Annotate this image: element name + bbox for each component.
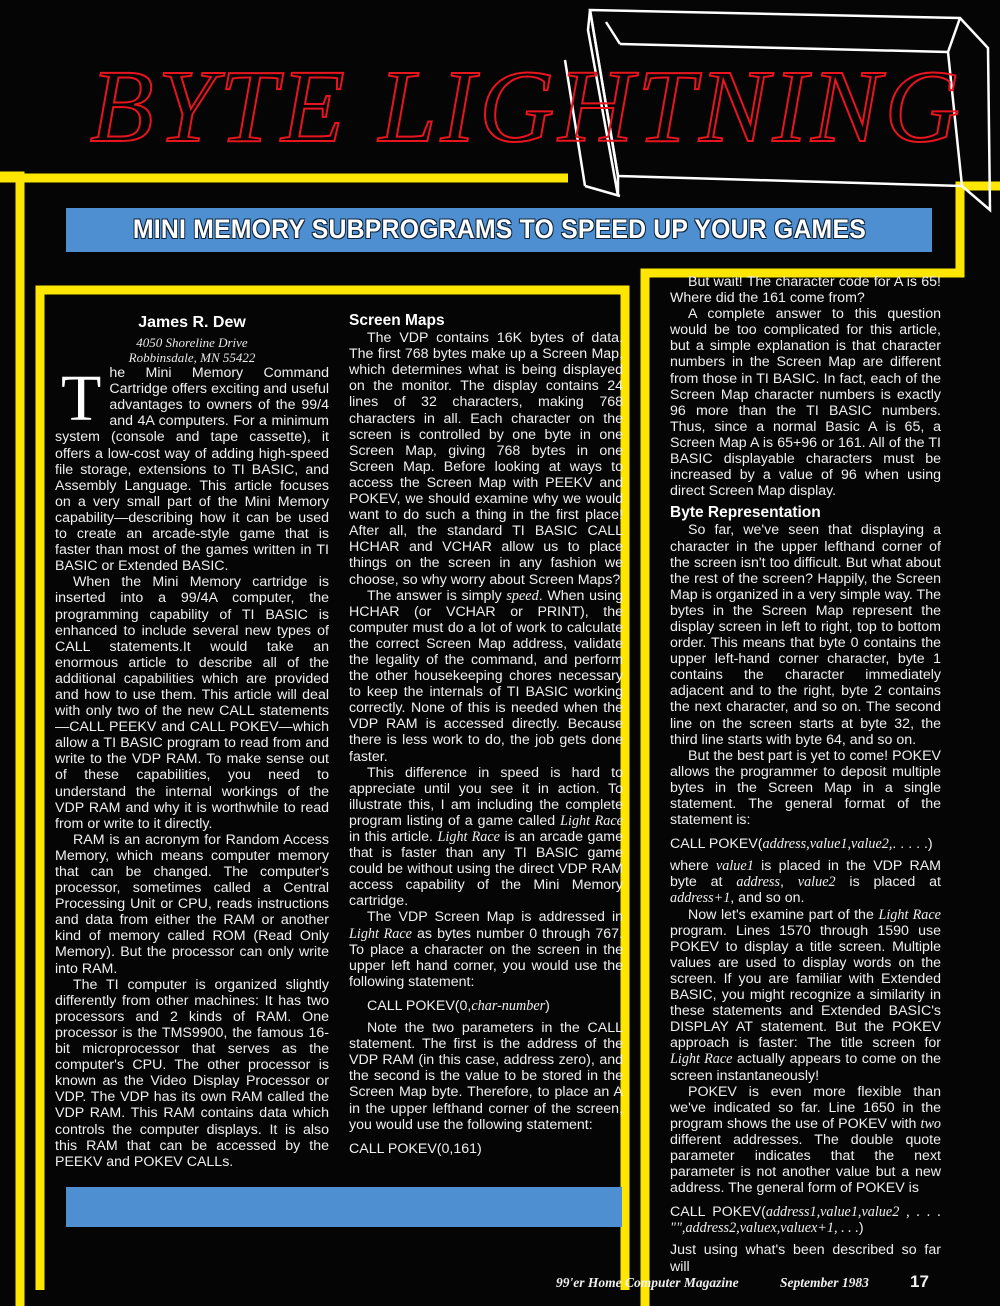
article-paragraph: But the best part is yet to come! POKEV allows the programmer to deposit multiple bytes in the Screen Map in a single statement. The general format of the statement is:: [670, 747, 941, 829]
subtitle-text: MINI MEMORY SUBPROGRAMS TO SPEED UP YOUR GAMES: [132, 214, 866, 244]
article-paragraph: This difference in speed is hard to appreciate until you see it in action. To illustrate this, I am including the complete program listing of a game called Light Race in this article. Light Race is an arcade game that is faster than any TI BASIC game could be without using the direct VDP RAM access capability of the Mini Memory cartridge.: [349, 764, 623, 910]
footer-date: September 1983: [780, 1275, 869, 1290]
code-statement: CALL POKEV(0,char-number): [367, 997, 550, 1014]
article-paragraph: Just using what's been described so far will: [670, 1242, 941, 1275]
article-paragraph: POKEV is even more flexible than we've indicated so far. Line 1650 in the program shows the use of POKEV with two different addresses. The double quote parameter indicates that the next parameter is not another value but a new address. The general form of POKEV is: [670, 1083, 941, 1197]
article-paragraph: But wait! The character code for A is 65! Where did the 161 come from?: [670, 274, 941, 307]
section-heading-byte-representation: Byte Representation: [670, 504, 821, 522]
page-title: BYTE LIGHTNING: [90, 49, 964, 164]
article-paragraph: Now let's examine part of the Light Race program. Lines 1570 through 1590 use POKEV to display a title screen. Multiple values are used to display words on the screen. If you are familiar with Extended BASIC, you might recognize a similarity in these statements and Extended BASIC's DISPLAY AT statement. But the POKEV approach is faster: The title screen for Light Race actually appears to come on the screen instantaneously!: [670, 906, 941, 1084]
section-heading-screen-maps: Screen Maps: [349, 312, 445, 329]
article-paragraph: When the Mini Memory cartridge is inserted into a 99/4A computer, the programming capability of TI BASIC is enhanced to include several new types of CALL statements.It would take an enormous article to describe all of the additional capabilities which are provided and how to use them. This article will deal with only two of the new CALL statements—CALL PEEKV and CALL POKEV—which allow a TI BASIC program to read from and write to the VDP RAM. To make sense out of these capabilities, you need to understand the internal workings of the VDP RAM and why it is worthwhile to read from or write to it directly.: [55, 574, 329, 832]
bottom-blue-bar: [66, 1187, 622, 1227]
article-paragraph: The answer is simply speed. When using HCHAR (or VCHAR or PRINT), the computer must do a lot of work to calculate the correct Screen Map address, validate the legality of the command, and perform the other housekeeping chores necessary to keep the internals of TI BASIC working correctly. None of this is needed when the VDP RAM is accessed directly. Because there is less work to do, the job gets done faster.: [349, 587, 623, 765]
column-3: [670, 274, 941, 1275]
article-paragraph: A complete answer to this question would be too complicated for this article, but a simple explanation is that character numbers in the Screen Map are different from those in TI BASIC. In fact, each of the Screen Map character numbers is exactly 96 more than the TI BASIC numbers. Thus, since a normal Basic A is 65, a Screen Map A is 65+96 or 161. All of the TI BASIC displayable characters must be increased by a value of 96 when using direct Screen Map display.: [670, 306, 941, 500]
column-1: [55, 313, 329, 1170]
code-statement: CALL POKEV(address,value1,value2,. . . . .): [670, 836, 933, 853]
article-paragraph: Note the two parameters in the CALL statement. The first is the address of the VDP RAM (in this case, address zero), and the second is the value to be stored in the Screen Map byte. Therefore, to place an A in the upper lefthand corner of the screen, you would use the following statement:: [349, 1020, 623, 1133]
article-paragraph: The TI computer is organized slightly differently from other machines: It has two processors and 2 kinds of RAM. One processor is the TMS9900, the famous 16-bit microprocessor that serves as the computer's CPU. The other processor is known as the Video Display Processor or VDP. The VDP has its own RAM called the VDP RAM. This RAM contains data which controls the computer displays. It is also this RAM that can be accessed by the PEEKV and POKEV CALLs.: [55, 976, 329, 1170]
page-number: 17: [910, 1272, 929, 1291]
article-paragraph: The Mini Memory Command Cartridge offers exciting and useful advantages to owners of the 99/4 and 4A computers. For a minimum system (console and tape cassette), it offers a low-cost way of adding high-speed file storage, extensions to TI BASIC, and Assembly Language. This article focuses on a very small part of the Mini Memory capability—describing how it can be used to create an arcade-style game that is faster than most of the games written in TI BASIC or Extended BASIC.: [55, 362, 329, 575]
article-paragraph: So far, we've seen that displaying a character in the upper lefthand corner of the screen isn't too difficult. But what about the rest of the screen? Happily, the Screen Map is organized in a very simple way. The bytes in the Screen Map represent the display screen in left to right, top to bottom order. This means that byte 0 contains the upper left-hand corner character, byte 1 contains the character immediately adjacent and to the right, byte 2 contains the next character, and so on. The second line on the screen starts at byte 32, the third line starts with byte 64, and so on.: [670, 522, 941, 748]
author-name: James R. Dew: [138, 314, 246, 331]
code-statement: CALL POKEV(address1,value1,value2 , . . . "",address2,valuex,valuex+1, . . .): [670, 1204, 941, 1237]
column-2: [349, 313, 623, 1163]
article-paragraph: RAM is an acronym for Random Access Memory, which means computer memory that can be changed. The computer's processor, sometimes called a Central Processing Unit or CPU, reads instructions and data from either the RAM or another kind of memory called ROM (Read Only Memory). But the processor can only write into RAM.: [55, 831, 329, 977]
article-paragraph: where value1 is placed in the VDP RAM byte at address, value2 is placed at address+1, and so on.: [670, 858, 941, 907]
footer-magazine: 99'er Home Computer Magazine: [556, 1275, 739, 1290]
yellow-border-left-outer: [0, 176, 20, 1306]
article-paragraph: The VDP contains 16K bytes of data. The first 768 bytes make up a Screen Map, which determines what is being displayed on the monitor. The display contains 24 lines of 32 characters, making 768 characters in all. Each character on the screen is controlled by one byte in one Screen Map, giving 768 bytes in one Screen Map. Before looking at ways to access the Screen Map with PEEKV and POKEV, we should examine why we would want to do such a thing in the first place! After all, the standard TI BASIC CALL HCHAR and VCHAR allow us to place things on the screen in any fashion we choose, so why worry about Screen Maps?: [349, 330, 623, 588]
article-paragraph: The VDP Screen Map is addressed in Light Race as bytes number 0 through 767. To place a character on the screen in the upper left hand corner, you would use the following statement:: [349, 909, 623, 990]
subtitle-banner: [66, 208, 932, 252]
title-block: [90, 49, 970, 165]
dropcap: T: [61, 362, 102, 436]
code-statement: CALL POKEV(0,161): [349, 1140, 482, 1157]
author-address-line1: 4050 Shoreline Drive: [136, 335, 248, 351]
author-address-line2: Robbinsdale, MN 55422: [128, 350, 256, 366]
